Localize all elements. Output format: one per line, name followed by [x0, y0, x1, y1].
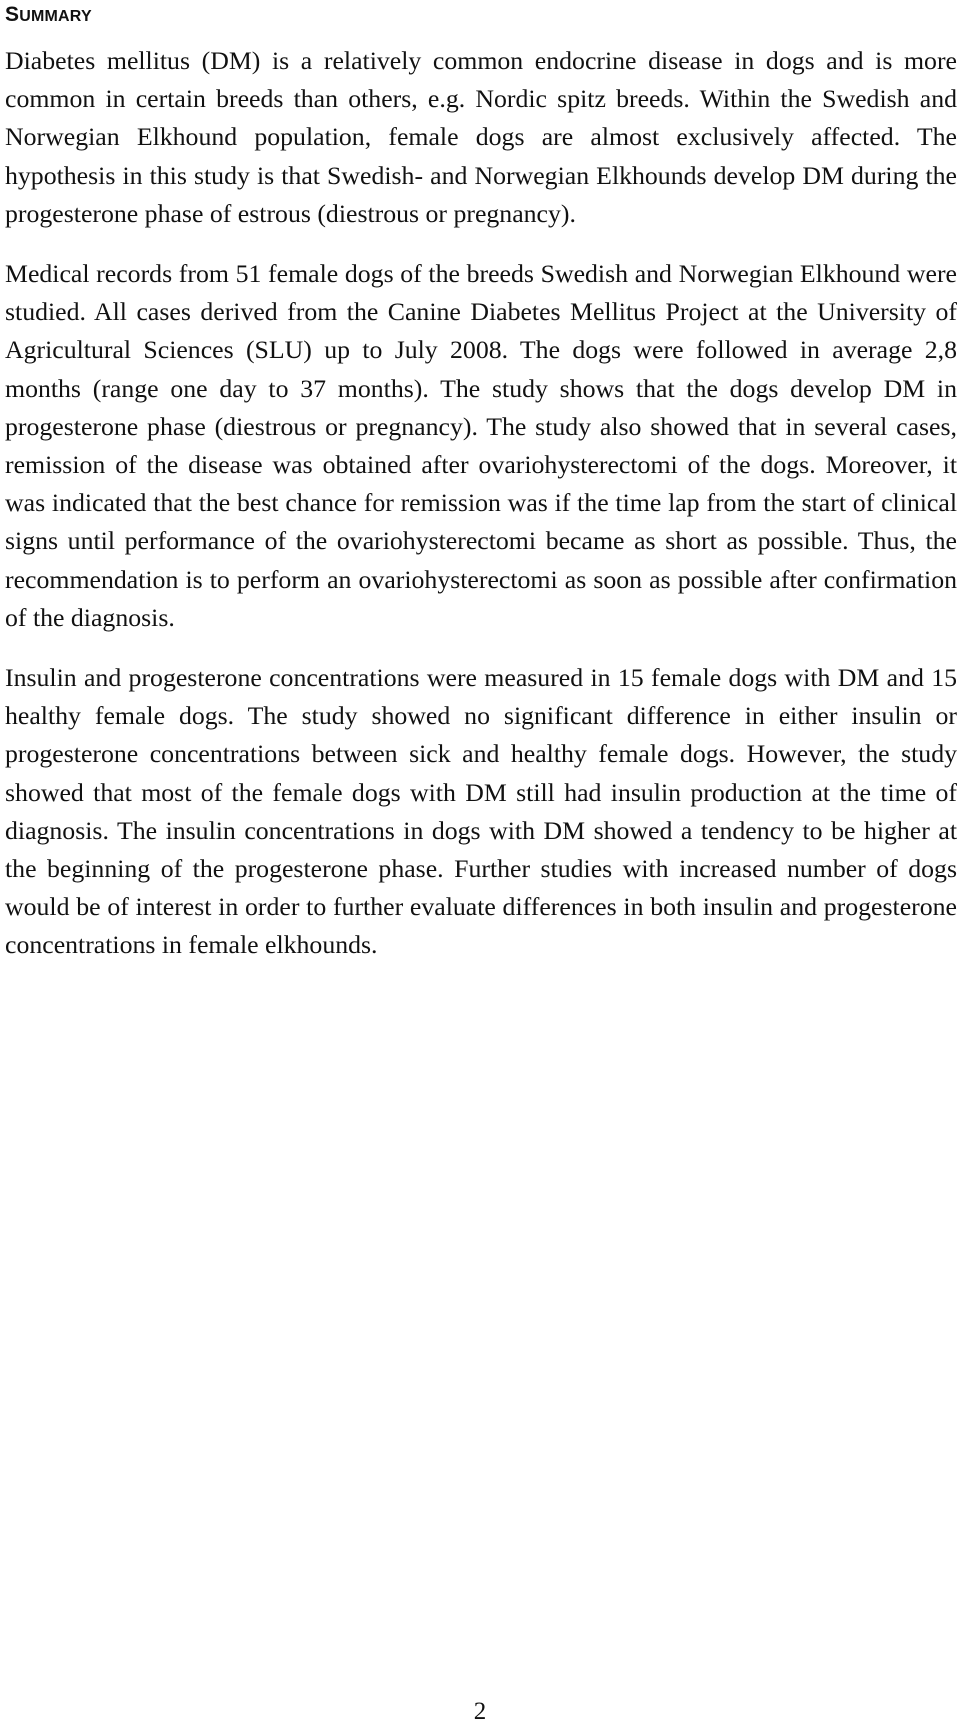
- section-heading: [5, 2, 92, 30]
- page-number: 2: [473, 1698, 487, 1725]
- summary-body: [5, 42, 957, 987]
- summary-paragraph-2: Medical records from 51 female dogs of the breeds Swedish and Norwegian Elkhound were studied. All cases derived from the Canine Diabetes Mellitus Project at the University of Agricultural Sciences (SLU) up to July 2008. The dogs were followed in average 2,8 months (range one day to 37 months). The study shows that the dogs develop DM in progesterone phase (diestrous or pregnancy). The study also showed that in several cases, remission of the disease was obtained after ovariohysterectomi of the dogs. Moreover, it was indicated that the best chance for remission was if the time lap from the start of clinical signs until performance of the ovariohysterectomi became as short as possible. Thus, the recommendation is to perform an ovariohysterectomi as soon as possible after confirmation of the diagnosis.: [5, 259, 957, 632]
- section-heading-initial: S: [5, 3, 20, 26]
- summary-paragraph-1: Diabetes mellitus (DM) is a relatively common endocrine disease in dogs and is more common in certain breeds than others, e.g. Nordic spitz breeds. Within the Swedish and Norwegian Elkhound population, female dogs are almost exclusively affected. The hypothesis in this study is that Swedish- and Norwegian Elkhounds develop DM during the progesterone phase of estrous (diestrous or pregnancy).: [5, 46, 957, 228]
- summary-paragraph-3: Insulin and progesterone concentrations were measured in 15 female dogs with DM and 15 healthy female dogs. The study showed no significant difference in either insulin or progesterone concentrations between sick and healthy female dogs. However, the study showed that most of the female dogs with DM still had insulin production at the time of diagnosis. The insulin concentrations in dogs with DM showed a tendency to be higher at the beginning of the progesterone phase. Further studies with increased number of dogs would be of interest in order to further evaluate differences in both insulin and progesterone concentrations in female elkhounds.: [5, 663, 957, 960]
- section-heading-rest: UMMARY: [19, 8, 92, 25]
